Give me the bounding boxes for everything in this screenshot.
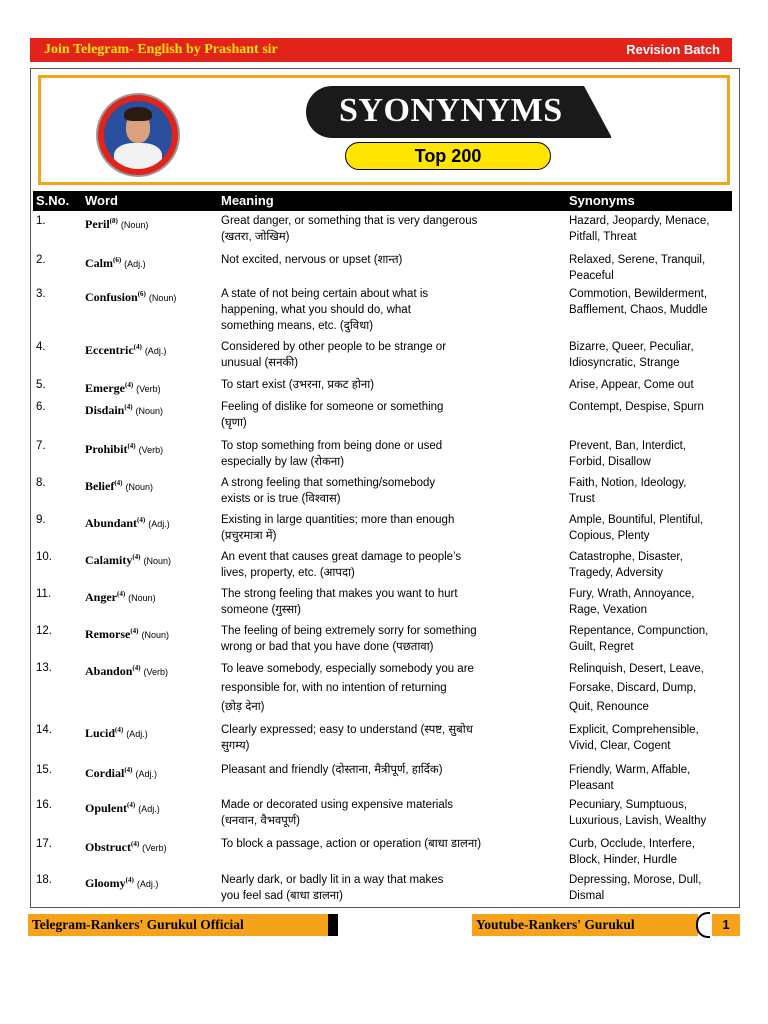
synonym-line: Ample, Bountiful, Plentiful, [569, 514, 704, 526]
row-sno: 17. [36, 838, 52, 850]
meaning-line: Great danger, or something that is very dangerous [221, 215, 478, 227]
row-meaning [221, 512, 566, 544]
row-meaning [221, 797, 566, 829]
meaning-line: An event that causes great damage to people’s [221, 551, 462, 563]
row-sno: 9. [36, 514, 46, 526]
row-meaning [221, 213, 566, 245]
row-sno: 14. [36, 724, 52, 736]
row-synonyms [569, 549, 734, 581]
row-word [85, 377, 161, 397]
word-frequency: (4) [127, 442, 136, 450]
meaning-line: something means, etc. (दुविधा) [221, 320, 374, 332]
word-text: Disdain [85, 403, 125, 417]
meaning-line: happening, what you should do, what [221, 304, 411, 316]
footer-youtube-text: Youtube-Rankers' Gurukul [476, 917, 635, 932]
row-word [85, 872, 158, 892]
row-sno: 15. [36, 764, 52, 776]
word-text: Belief [85, 479, 115, 493]
row-synonyms [569, 762, 734, 794]
word-text: Cordial [85, 766, 125, 780]
word-frequency: (4) [125, 876, 134, 884]
row-meaning [221, 286, 566, 334]
row-meaning [221, 438, 566, 470]
synonym-line: Vivid, Clear, Cogent [569, 740, 671, 752]
meaning-line: Pleasant and friendly (दोस्ताना, मैत्रीपूर्ण, हार्दिक) [221, 764, 443, 776]
word-frequency: (4) [131, 840, 140, 848]
footer-telegram-text: Telegram-Rankers' Gurukul Official [32, 917, 244, 932]
synonym-line: Curb, Occlude, Interfere, [569, 838, 695, 850]
word-frequency: (6) [137, 290, 146, 298]
col-meaning: Meaning [221, 193, 274, 208]
word-text: Calamity [85, 553, 133, 567]
meaning-line: Feeling of dislike for someone or something [221, 401, 444, 413]
row-synonyms [569, 475, 734, 507]
row-sno: 5. [36, 379, 46, 391]
row-synonyms [569, 586, 734, 618]
row-synonyms [569, 512, 734, 544]
synonym-line: Catastrophe, Disaster, [569, 551, 683, 563]
meaning-line: (घृणा) [221, 417, 247, 429]
synonym-line: Forsake, Discard, Dump, [569, 682, 697, 694]
word-frequency: (4) [130, 627, 139, 635]
row-meaning [221, 399, 566, 431]
synonym-line: Idiosyncratic, Strange [569, 357, 680, 369]
row-synonyms [569, 286, 734, 318]
synonym-line: Bafflement, Chaos, Muddle [569, 304, 708, 316]
synonym-line: Depressing, Morose, Dull, [569, 874, 702, 886]
row-word [85, 286, 176, 306]
row-synonyms [569, 438, 734, 470]
row-sno: 13. [36, 662, 52, 674]
row-word [85, 660, 168, 680]
row-meaning [221, 762, 566, 778]
synonym-line: Contempt, Despise, Spurn [569, 401, 704, 413]
synonym-line: Dismal [569, 890, 605, 902]
meaning-line: The feeling of being extremely sorry for something [221, 625, 477, 637]
word-frequency: (4) [127, 801, 136, 809]
word-part-of-speech: (Verb) [143, 667, 169, 677]
row-sno: 18. [36, 874, 52, 886]
footer-telegram [28, 914, 328, 936]
word-part-of-speech: (Noun) [120, 220, 149, 230]
synonym-line: Commotion, Bewilderment, [569, 288, 708, 300]
synonym-line: Block, Hinder, Hurdle [569, 854, 678, 866]
word-text: Lucid [85, 726, 116, 740]
row-meaning [221, 872, 566, 904]
footer-youtube [472, 914, 698, 936]
row-meaning [221, 660, 566, 717]
row-meaning [221, 623, 566, 655]
top-banner [30, 38, 732, 62]
synonym-line: Forbid, Disallow [569, 456, 651, 468]
word-part-of-speech: (Adj.) [126, 729, 148, 739]
row-word [85, 586, 156, 606]
word-part-of-speech: (Adj.) [135, 769, 158, 779]
word-part-of-speech: (Noun) [125, 482, 154, 492]
synonym-line: Relinquish, Desert, Leave, [569, 663, 704, 675]
header-box [38, 75, 730, 185]
word-text: Calm [85, 256, 113, 270]
synonym-line: Relaxed, Serene, Tranquil, [569, 254, 706, 266]
meaning-line: you feel sad (बाधा डालना) [221, 890, 343, 902]
meaning-line: (धनवान, वैभवपूर्ण) [221, 815, 300, 827]
meaning-line: (प्रचुरमात्रा में) [221, 530, 277, 542]
word-part-of-speech: (Noun) [141, 630, 169, 640]
row-meaning [221, 377, 566, 393]
row-synonyms [569, 836, 734, 868]
row-synonyms [569, 797, 734, 829]
word-frequency: (4) [137, 516, 146, 524]
row-synonyms [569, 623, 734, 655]
row-sno: 2. [36, 254, 46, 266]
row-sno: 4. [36, 341, 46, 353]
row-synonyms [569, 377, 734, 393]
subtitle-badge: Top 200 [345, 142, 551, 170]
page-title: SYONYNYMS [339, 92, 563, 129]
row-sno: 12. [36, 625, 52, 637]
synonym-line: Copious, Plenty [569, 530, 650, 542]
meaning-line: (छोड़ देना) [221, 701, 265, 713]
word-text: Emerge [85, 381, 125, 395]
meaning-line: A strong feeling that something/somebody [221, 477, 436, 489]
row-word [85, 475, 153, 495]
row-sno: 16. [36, 799, 52, 811]
row-word [85, 438, 163, 458]
row-word [85, 797, 160, 817]
word-part-of-speech: (Adj.) [124, 259, 146, 269]
word-part-of-speech: (Adj.) [138, 804, 160, 814]
col-sno: S.No. [36, 193, 70, 208]
word-text: Gloomy [85, 876, 126, 890]
word-text: Peril [85, 217, 110, 231]
row-word [85, 549, 171, 569]
meaning-line: especially by law (रोकना) [221, 456, 345, 468]
row-meaning [221, 549, 566, 581]
synonym-line: Pecuniary, Sumptuous, [569, 799, 688, 811]
word-text: Abundant [85, 516, 138, 530]
word-frequency: (4) [117, 590, 126, 598]
meaning-line: सुगम्य) [221, 740, 250, 752]
meaning-line: To start exist (उभरना, प्रकट होना) [221, 379, 375, 391]
meaning-line: To block a passage, action or operation (बाधा डालना) [221, 838, 482, 850]
synonym-line: Tragedy, Adversity [569, 567, 663, 579]
row-sno: 10. [36, 551, 52, 563]
table-header [33, 191, 732, 211]
word-part-of-speech: (Adj.) [144, 346, 167, 356]
word-frequency: (4) [115, 726, 124, 734]
avatar-photo [104, 101, 172, 169]
meaning-line: Not excited, nervous or upset (शान्त) [221, 254, 403, 266]
word-text: Confusion [85, 290, 138, 304]
row-word [85, 399, 163, 419]
row-word [85, 512, 170, 532]
row-meaning [221, 339, 566, 371]
row-word [85, 339, 166, 359]
row-synonyms [569, 213, 734, 245]
row-word [85, 722, 148, 742]
meaning-line: lives, property, etc. (आपदा) [221, 567, 355, 579]
meaning-line: Nearly dark, or badly lit in a way that makes [221, 874, 444, 886]
synonym-line: Rage, Vexation [569, 604, 648, 616]
word-frequency: (4) [124, 403, 133, 411]
meaning-line: Made or decorated using expensive materials [221, 799, 454, 811]
row-sno: 11. [36, 588, 52, 600]
word-part-of-speech: (Noun) [135, 406, 164, 416]
word-part-of-speech: (Adj.) [136, 879, 159, 889]
row-word [85, 623, 169, 643]
word-part-of-speech: (Noun) [148, 293, 177, 303]
row-meaning [221, 475, 566, 507]
meaning-line: (खतरा, जोखिम) [221, 231, 290, 243]
row-sno: 6. [36, 401, 46, 413]
row-synonyms [569, 660, 734, 717]
word-frequency: (4) [114, 479, 123, 487]
word-text: Abandon [85, 664, 133, 678]
word-frequency: (4) [124, 766, 133, 774]
row-synonyms [569, 399, 734, 415]
row-sno: 7. [36, 440, 46, 452]
synonym-line: Hazard, Jeopardy, Menace, [569, 215, 710, 227]
row-word [85, 213, 148, 233]
row-meaning [221, 252, 566, 268]
row-meaning [221, 586, 566, 618]
synonym-line: Explicit, Comprehensible, [569, 724, 699, 736]
col-word: Word [85, 193, 118, 208]
row-meaning [221, 836, 566, 852]
synonym-line: Luxurious, Lavish, Wealthy [569, 815, 707, 827]
synonym-line: Trust [569, 493, 595, 505]
meaning-line: The strong feeling that makes you want to hurt [221, 588, 458, 600]
row-sno: 1. [36, 215, 46, 227]
meaning-line: To stop something from being done or used [221, 440, 443, 452]
word-part-of-speech: (Verb) [142, 843, 167, 853]
synonym-line: Peaceful [569, 270, 614, 282]
synonym-line: Pleasant [569, 780, 614, 792]
row-synonyms [569, 252, 734, 284]
synonym-line: Bizarre, Queer, Peculiar, [569, 341, 694, 353]
page-number: 1 [712, 914, 740, 936]
avatar [96, 93, 180, 177]
synonym-line: Prevent, Ban, Interdict, [569, 440, 686, 452]
word-part-of-speech: (Noun) [143, 556, 172, 566]
meaning-line: someone (गुस्सा) [221, 604, 301, 616]
meaning-line: responsible for, with no intention of returning [221, 682, 447, 694]
synonym-line: Guilt, Regret [569, 641, 634, 653]
row-synonyms [569, 722, 734, 754]
word-text: Remorse [85, 627, 131, 641]
footer-curl-decoration [696, 912, 710, 938]
meaning-line: A state of not being certain about what is [221, 288, 429, 300]
meaning-line: wrong or bad that you have done (पछतावा) [221, 641, 434, 653]
row-sno: 3. [36, 288, 46, 300]
word-frequency: (4) [132, 664, 141, 672]
meaning-line: Considered by other people to be strange or [221, 341, 447, 353]
word-text: Obstruct [85, 840, 131, 854]
word-part-of-speech: (Verb) [138, 445, 164, 455]
word-frequency: (6) [113, 256, 122, 264]
word-part-of-speech: (Adj.) [148, 519, 170, 529]
synonym-line: Fury, Wrath, Annoyance, [569, 588, 695, 600]
row-word [85, 252, 146, 272]
row-word [85, 762, 157, 782]
word-frequency: (4) [132, 553, 141, 561]
meaning-line: exists or is true (विश्वास) [221, 493, 341, 505]
synonym-line: Repentance, Compunction, [569, 625, 709, 637]
synonym-line: Friendly, Warm, Affable, [569, 764, 691, 776]
row-synonyms [569, 339, 734, 371]
word-frequency: (8) [109, 217, 118, 225]
row-word [85, 836, 167, 856]
revision-batch-tag [588, 38, 726, 62]
row-synonyms [569, 872, 734, 904]
synonym-line: Quit, Renounce [569, 701, 649, 713]
meaning-line: To leave somebody, especially somebody you are [221, 663, 474, 675]
word-part-of-speech: (Verb) [136, 384, 161, 394]
row-sno: 8. [36, 477, 46, 489]
revision-batch-label: Revision Batch [626, 42, 720, 57]
word-text: Eccentric [85, 343, 134, 357]
word-frequency: (4) [133, 343, 142, 351]
meaning-line: Existing in large quantities; more than enough [221, 514, 455, 526]
word-text: Prohibit [85, 442, 128, 456]
synonym-line: Arise, Appear, Come out [569, 379, 694, 391]
word-text: Anger [85, 590, 117, 604]
synonym-line: Pitfall, Threat [569, 231, 637, 243]
meaning-line: unusual (सनकी) [221, 357, 299, 369]
meaning-line: Clearly expressed; easy to understand (स्पष्ट, सुबोध [221, 724, 473, 736]
word-text: Opulent [85, 801, 128, 815]
word-part-of-speech: (Noun) [128, 593, 156, 603]
col-synonyms: Synonyms [569, 193, 635, 208]
word-frequency: (4) [124, 381, 134, 389]
telegram-join-text: Join Telegram- English by Prashant sir [44, 42, 278, 57]
synonym-line: Faith, Notion, Ideology, [569, 477, 687, 489]
row-meaning [221, 722, 566, 754]
